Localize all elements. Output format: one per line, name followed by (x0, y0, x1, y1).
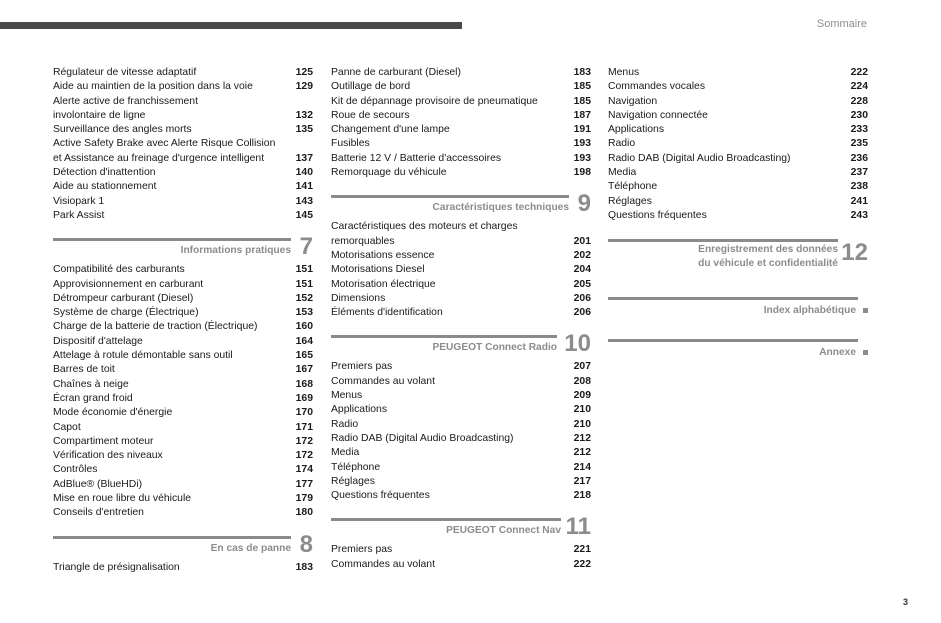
toc-entry-page: 222 (850, 67, 868, 78)
toc-entry-list (608, 66, 868, 223)
section-number: 8 (299, 530, 313, 558)
toc-entry[interactable] (331, 403, 591, 417)
toc-entry-page: 132 (295, 109, 313, 121)
toc-entry[interactable] (331, 263, 591, 277)
toc-entry-label: Téléphone (608, 181, 658, 193)
toc-entry-label: Kit de dépannage provisoire de pneumatique (331, 95, 538, 107)
toc-entry-label: Mode économie d'énergie (53, 407, 173, 419)
toc-entry-label: Navigation connectée (608, 109, 708, 121)
toc-entry-page: 214 (573, 461, 591, 473)
toc-entry-label: Téléphone (331, 461, 381, 473)
section-rule (53, 238, 291, 241)
section-header-7 (53, 233, 313, 261)
section-title[interactable]: Annexe (819, 347, 856, 359)
toc-entry[interactable] (53, 392, 313, 406)
toc-entry[interactable] (331, 249, 591, 263)
toc-entry-page: 179 (295, 493, 313, 505)
toc-entry-label: Changement d'une lampe (331, 124, 450, 136)
toc-entry-page: 228 (850, 95, 868, 107)
toc-entry-page: 140 (295, 167, 313, 179)
square-bullet-icon (863, 308, 868, 313)
toc-entry-list (53, 561, 313, 575)
toc-entry-page: 224 (850, 81, 868, 93)
section-title-line: du véhicule et confidentialité (698, 258, 838, 270)
toc-entry-label: Attelage à rotule démontable sans outil (53, 350, 233, 362)
section-rule (608, 239, 838, 242)
toc-entry-label: Vérification des niveaux (53, 450, 163, 462)
toc-entry-page: 237 (850, 167, 868, 179)
toc-entry-label: Éléments d'identification (331, 307, 443, 319)
toc-entry[interactable] (53, 378, 313, 392)
toc-entry-page: 205 (573, 278, 591, 290)
toc-entry[interactable] (53, 406, 313, 420)
toc-entry-page: 208 (573, 375, 591, 387)
toc-entry-label: AdBlue® (BlueHDi) (53, 478, 143, 490)
toc-entry[interactable] (53, 306, 313, 320)
toc-entry-label: Dimensions (331, 292, 386, 304)
toc-entry[interactable] (53, 363, 313, 377)
toc-entry-page: 185 (573, 81, 591, 93)
toc-entry[interactable] (331, 558, 591, 572)
toc-entry-page: 210 (573, 404, 591, 416)
toc-entry-label: Réglages (331, 475, 375, 487)
toc-entry-page: 135 (295, 124, 313, 136)
toc-entry-page: 174 (295, 464, 313, 476)
toc-entry[interactable] (608, 137, 868, 151)
toc-entry-page: 185 (573, 95, 591, 107)
toc-entry-page: 143 (295, 195, 313, 207)
toc-entry[interactable] (53, 349, 313, 363)
toc-entry-label: Radio (608, 138, 636, 150)
toc-entry-label: Radio (331, 418, 359, 430)
toc-entry-label: Outillage de bord (331, 81, 411, 93)
toc-entry-page: 125 (295, 67, 313, 78)
toc-entry-label: Park Assist (53, 209, 105, 221)
toc-entry-label: Premiers pas (331, 544, 393, 556)
toc-entry-label: Media (608, 167, 637, 179)
toc-entry[interactable] (608, 109, 868, 123)
toc-entry-page: 212 (573, 432, 591, 444)
toc-entry[interactable] (53, 66, 313, 80)
toc-entry-label: Roue de secours (331, 109, 410, 121)
section-rule (608, 297, 858, 300)
toc-entry-label: Compartiment moteur (53, 435, 154, 447)
toc-entry-label: Dispositif d'attelage (53, 335, 143, 347)
section-header-index (608, 297, 868, 321)
toc-entry-label: Détection d'inattention (53, 167, 156, 179)
toc-entry[interactable] (53, 561, 313, 575)
toc-entry-label: Motorisations Diesel (331, 264, 425, 276)
toc-entry[interactable] (53, 449, 313, 463)
toc-entry-wrapped[interactable]: Caractéristiques des moteurs et charges (331, 221, 518, 233)
toc-entry[interactable] (608, 180, 868, 194)
toc-entry-label: Menus (331, 390, 363, 402)
toc-entry-label: Questions fréquentes (608, 209, 707, 221)
toc-entry-page: 151 (295, 278, 313, 290)
toc-entry-list (331, 360, 591, 503)
toc-entry-page: 238 (850, 181, 868, 193)
toc-entry-label: Commandes vocales (608, 81, 706, 93)
toc-entry-page: 152 (295, 292, 313, 304)
toc-entry[interactable] (53, 421, 313, 435)
toc-entry[interactable] (331, 95, 591, 109)
toc-entry-label: Système de charge (Électrique) (53, 307, 199, 319)
header-bar (0, 22, 462, 29)
toc-entry-wrapped[interactable]: Active Safety Brake avec Alerte Risque Collision (53, 138, 276, 150)
page-header-title: Sommaire (816, 18, 867, 30)
toc-entry[interactable] (608, 209, 868, 223)
toc-entry-page: 210 (573, 418, 591, 430)
toc-entry-page: 202 (573, 249, 591, 261)
toc-entry-page: 145 (295, 209, 313, 221)
toc-entry[interactable] (608, 123, 868, 137)
toc-entry[interactable] (331, 475, 591, 489)
toc-entry-wrapped[interactable]: Alerte active de franchissement (53, 95, 198, 107)
toc-entry-label: remorquables (331, 235, 395, 247)
section-number: 12 (841, 239, 868, 267)
toc-column-3 (608, 66, 868, 365)
toc-entry-label: Visiopark 1 (53, 195, 105, 207)
toc-entry[interactable] (53, 506, 313, 520)
toc-entry[interactable] (331, 123, 591, 137)
toc-entry-label: Questions fréquentes (331, 490, 430, 502)
section-number: 9 (577, 190, 591, 218)
section-title[interactable]: PEUGEOT Connect Nav (446, 525, 561, 537)
toc-entry-label: Premiers pas (331, 361, 393, 373)
toc-entry[interactable] (53, 195, 313, 209)
toc-entry[interactable] (331, 446, 591, 460)
toc-entry-label: Motorisation électrique (331, 278, 436, 290)
toc-column-2 (331, 66, 591, 572)
toc-entry-page: 137 (295, 152, 313, 164)
toc-entry-label: Panne de carburant (Diesel) (331, 67, 461, 78)
toc-entry-label: Applications (608, 124, 665, 136)
toc-entry-label: et Assistance au freinage d'urgence intelligent (53, 152, 265, 164)
toc-entry[interactable] (53, 492, 313, 506)
toc-entry-list (331, 235, 591, 321)
toc-entry-page: 129 (295, 81, 313, 93)
toc-entry-label: Capot (53, 421, 81, 433)
toc-entry[interactable] (608, 80, 868, 94)
toc-entry-label: Barres de toit (53, 364, 115, 376)
section-header-9 (331, 190, 591, 218)
section-title[interactable]: Informations pratiques (180, 245, 291, 257)
toc-entry[interactable] (331, 389, 591, 403)
section-rule (53, 536, 291, 539)
toc-entry[interactable] (53, 335, 313, 349)
toc-entry-list (331, 66, 591, 180)
toc-entry[interactable] (331, 152, 591, 166)
toc-entry[interactable] (331, 360, 591, 374)
toc-entry-page: 230 (850, 109, 868, 121)
toc-entry-label: Régulateur de vitesse adaptatif (53, 67, 197, 78)
toc-entry-label: Radio DAB (Digital Audio Broadcasting) (608, 152, 791, 164)
toc-entry[interactable] (53, 478, 313, 492)
section-header-11 (331, 513, 591, 541)
toc-entry-label: Aide au maintien de la position dans la voie (53, 81, 253, 93)
toc-entry-label: Contrôles (53, 464, 98, 476)
toc-entry[interactable] (331, 166, 591, 180)
toc-entry-page: 207 (573, 361, 591, 373)
toc-entry-page: 212 (573, 447, 591, 459)
toc-entry-page: 217 (573, 475, 591, 487)
toc-entry[interactable] (331, 489, 591, 503)
toc-entry[interactable] (331, 66, 591, 80)
toc-entry-page: 206 (573, 292, 591, 304)
toc-entry-page: 241 (850, 195, 868, 207)
toc-entry[interactable] (331, 418, 591, 432)
toc-entry-label: Applications (331, 404, 388, 416)
toc-entry-page: 167 (295, 364, 313, 376)
toc-entry-page: 233 (850, 124, 868, 136)
toc-entry-page: 204 (573, 264, 591, 276)
section-title[interactable]: Index alphabétique (763, 305, 856, 317)
toc-entry-page: 165 (295, 350, 313, 362)
toc-entry-label: Réglages (608, 195, 652, 207)
toc-entry-label: Compatibilité des carburants (53, 264, 185, 276)
toc-entry-label: Navigation (608, 95, 658, 107)
section-rule (331, 518, 561, 521)
toc-entry[interactable] (53, 463, 313, 477)
toc-entry-page: 218 (573, 490, 591, 502)
toc-entry-label: Écran grand froid (53, 392, 133, 404)
toc-entry[interactable] (608, 66, 868, 80)
section-number: 10 (564, 330, 591, 358)
toc-entry-page: 191 (573, 124, 591, 136)
toc-entry-list (53, 152, 313, 223)
toc-entry-page: 151 (295, 264, 313, 276)
toc-entry[interactable] (53, 263, 313, 277)
toc-entry-page: 201 (573, 235, 591, 247)
toc-entry[interactable] (331, 306, 591, 320)
toc-entry[interactable] (608, 152, 868, 166)
toc-entry-page: 168 (295, 378, 313, 390)
section-header-12 (608, 239, 868, 279)
toc-entry[interactable] (608, 95, 868, 109)
section-number: 11 (565, 513, 591, 541)
toc-entry-label: Charge de la batterie de traction (Électrique) (53, 321, 258, 333)
toc-entry-page: 180 (295, 507, 313, 519)
toc-entry-page: 183 (295, 561, 313, 573)
toc-entry-page: 206 (573, 307, 591, 319)
toc-entry-label: Chaînes à neige (53, 378, 129, 390)
toc-entry-page: 187 (573, 109, 591, 121)
toc-entry-label: Aide au stationnement (53, 181, 157, 193)
toc-entry-page: 193 (573, 152, 591, 164)
section-title[interactable]: En cas de panne (210, 542, 291, 554)
toc-entry-label: Fusibles (331, 138, 370, 150)
toc-entry[interactable] (331, 137, 591, 151)
toc-group-driving-aids (53, 66, 313, 95)
section-rule (331, 335, 557, 338)
section-header-10 (331, 330, 591, 358)
toc-entry-list (53, 263, 313, 520)
toc-entry[interactable] (53, 166, 313, 180)
toc-entry-label: Remorquage du véhicule (331, 167, 447, 179)
toc-entry-page: 177 (295, 478, 313, 490)
toc-entry[interactable] (53, 80, 313, 94)
toc-entry-list (53, 109, 313, 138)
square-bullet-icon (863, 350, 868, 355)
toc-entry[interactable] (53, 180, 313, 194)
toc-entry-page: 169 (295, 392, 313, 404)
toc-entry-list (331, 543, 591, 572)
toc-entry[interactable] (53, 292, 313, 306)
toc-entry-label: Approvisionnement en carburant (53, 278, 204, 290)
toc-entry-page: 236 (850, 152, 868, 164)
toc-column-1 (53, 66, 313, 575)
toc-entry-page: 172 (295, 450, 313, 462)
toc-entry[interactable] (331, 278, 591, 292)
section-title-line: Enregistrement des données (698, 244, 838, 256)
toc-entry[interactable] (53, 435, 313, 449)
toc-entry-page: 222 (573, 558, 591, 570)
toc-entry[interactable] (331, 80, 591, 94)
toc-entry-page: 153 (295, 307, 313, 319)
section-title[interactable] (698, 243, 838, 271)
toc-entry-page: 221 (573, 544, 591, 556)
toc-entry-page: 170 (295, 407, 313, 419)
toc-entry[interactable] (53, 320, 313, 334)
toc-entry-page: 160 (295, 321, 313, 333)
toc-entry[interactable] (331, 432, 591, 446)
toc-entry[interactable] (331, 375, 591, 389)
toc-entry-label: Détrompeur carburant (Diesel) (53, 292, 194, 304)
toc-entry[interactable] (331, 292, 591, 306)
toc-entry-page: 141 (295, 181, 313, 193)
toc-entry-page: 198 (573, 167, 591, 179)
toc-entry[interactable] (53, 278, 313, 292)
toc-entry-page: 235 (850, 138, 868, 150)
section-title[interactable]: Caractéristiques techniques (432, 202, 569, 214)
toc-entry-page: 243 (850, 209, 868, 221)
section-header-annexe (608, 339, 868, 363)
toc-entry[interactable] (331, 543, 591, 557)
toc-entry[interactable] (608, 195, 868, 209)
toc-entry[interactable] (331, 109, 591, 123)
toc-entry-label: Commandes au volant (331, 375, 435, 387)
toc-entry-page: 183 (573, 67, 591, 78)
toc-entry[interactable] (331, 461, 591, 475)
toc-entry-page: 209 (573, 390, 591, 402)
section-number: 7 (299, 233, 313, 261)
toc-entry-page: 171 (295, 421, 313, 433)
toc-entry-label: Triangle de présignalisation (53, 561, 180, 573)
toc-entry-page: 172 (295, 435, 313, 447)
section-rule (331, 195, 569, 198)
toc-entry[interactable] (53, 123, 313, 137)
section-title[interactable]: PEUGEOT Connect Radio (432, 342, 557, 354)
toc-entry-page: 193 (573, 138, 591, 150)
toc-entry[interactable] (608, 166, 868, 180)
toc-entry-label: Mise en roue libre du véhicule (53, 493, 192, 505)
toc-entry[interactable] (331, 235, 591, 249)
toc-entry-label: Batterie 12 V / Batterie d'accessoires (331, 152, 502, 164)
page-number: 3 (902, 597, 908, 607)
toc-entry-label: Motorisations essence (331, 249, 435, 261)
toc-entry[interactable] (53, 209, 313, 223)
toc-entry-label: Menus (608, 67, 640, 78)
toc-entry[interactable] (53, 109, 313, 123)
toc-entry-label: Surveillance des angles morts (53, 124, 192, 136)
toc-entry-label: Conseils d'entretien (53, 507, 144, 519)
section-rule (608, 339, 858, 342)
toc-entry-label: involontaire de ligne (53, 109, 146, 121)
toc-entry-label: Commandes au volant (331, 558, 435, 570)
section-header-8 (53, 531, 313, 559)
toc-entry[interactable] (53, 152, 313, 166)
toc-entry-page: 164 (295, 335, 313, 347)
toc-entry-label: Radio DAB (Digital Audio Broadcasting) (331, 432, 514, 444)
toc-entry-label: Media (331, 447, 360, 459)
